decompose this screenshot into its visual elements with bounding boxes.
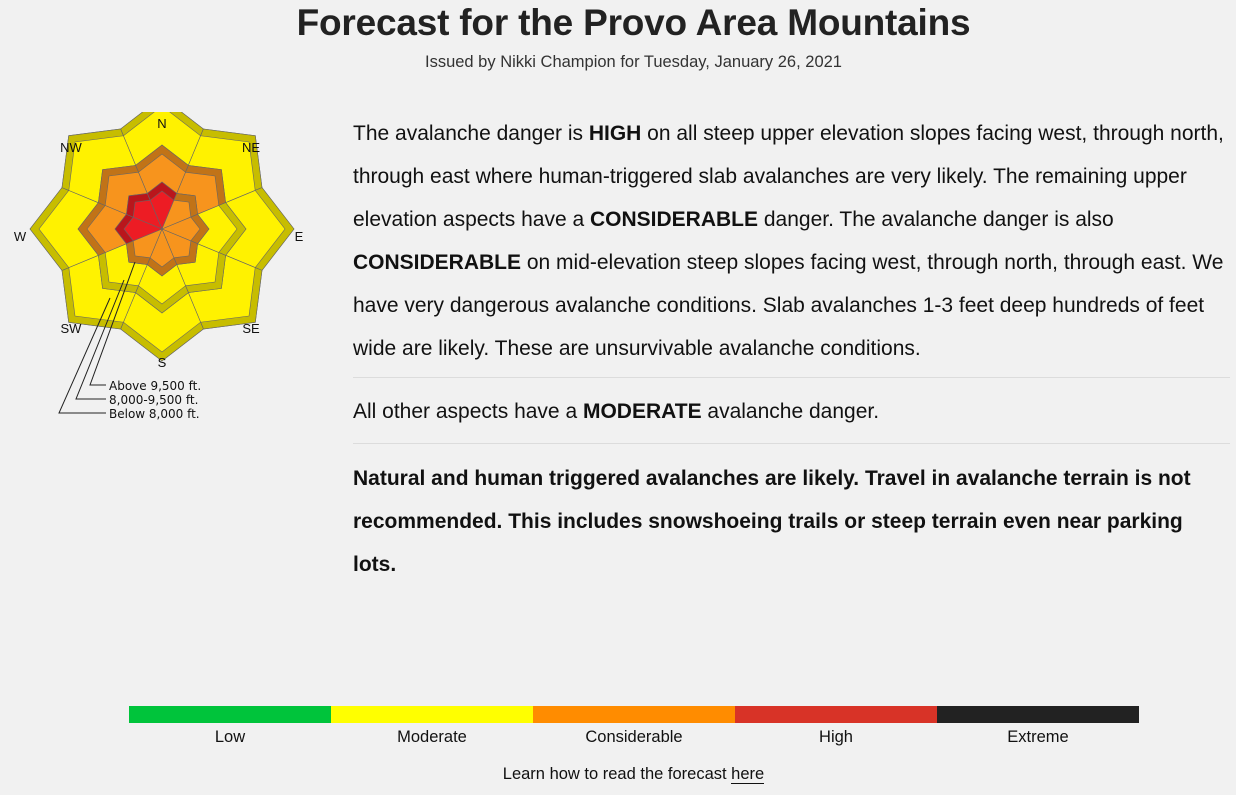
forecast-bottom-line (353, 112, 1230, 586)
rating-considerable: CONSIDERABLE (590, 208, 759, 231)
legend-upper: Above 9,500 ft. (109, 379, 202, 393)
direction-ne: NE (241, 140, 261, 155)
scale-low (129, 706, 331, 747)
scale-considerable (533, 706, 735, 747)
summary-text-2: on all steep upper elevation slopes facing west, through north, through east where human-triggered slab avalanches are very likely. The remaining upper elevation aspects have a (353, 122, 1224, 231)
scale-bar-considerable (533, 706, 735, 723)
direction-nw: NW (60, 140, 82, 155)
direction-s: S (157, 355, 167, 370)
issued-by: Issued by Nikki Champion for Tuesday, January 26, 2021 (424, 53, 842, 71)
summary-text-1: The avalanche danger is (353, 122, 589, 145)
scale-high (735, 706, 937, 747)
page-title: Forecast for the Provo Area Mountains (296, 2, 971, 43)
other-aspects (353, 378, 1230, 443)
learn-here-link[interactable]: here (731, 765, 765, 783)
scale-label-low: Low (214, 728, 246, 746)
scale-bar-moderate (331, 706, 533, 723)
scale-moderate (331, 706, 533, 747)
summary-text-4: on mid-elevation steep slopes facing west, through north, through east. We have very dangerous avalanche conditions. Slab avalanches 1-3 feet deep hundreds of feet wide are likely. These are unsurvivable avalanche conditions. (353, 251, 1224, 360)
other-text-1: All other aspects have a (353, 400, 583, 423)
danger-scale (129, 706, 1139, 747)
direction-w: W (13, 229, 27, 244)
learn-forecast (0, 765, 1236, 784)
legend-mid: 8,000-9,500 ft. (109, 393, 199, 407)
danger-rose (10, 112, 310, 432)
learn-text: Learn how to read the forecast (502, 765, 732, 783)
scale-label-extreme: Extreme (1007, 728, 1069, 746)
scale-label-high: High (819, 728, 853, 746)
legend-lower: Below 8,000 ft. (109, 407, 200, 421)
direction-n: N (157, 116, 167, 131)
direction-e: E (294, 229, 304, 244)
danger-rose-graphic (10, 112, 310, 432)
scale-bar-low (129, 706, 331, 723)
summary-text-3: danger. The avalanche danger is also (758, 208, 1114, 231)
scale-bar-high (735, 706, 937, 723)
direction-sw: SW (60, 321, 82, 336)
scale-label-moderate: Moderate (397, 728, 467, 746)
rating-considerable-mid: CONSIDERABLE (353, 251, 522, 274)
direction-se: SE (242, 321, 260, 336)
travel-advice: Natural and human triggered avalanches are likely. Travel in avalanche terrain is not recommended. This includes snowshoeing trails or steep terrain even near parking lots. (353, 467, 1191, 576)
rating-high: HIGH (588, 122, 642, 145)
rating-moderate: MODERATE (582, 400, 702, 423)
other-text-2: avalanche danger. (701, 400, 880, 423)
scale-extreme (937, 706, 1139, 747)
scale-label-considerable: Considerable (585, 728, 683, 746)
scale-bar-extreme (937, 706, 1139, 723)
danger-summary (353, 112, 1230, 377)
